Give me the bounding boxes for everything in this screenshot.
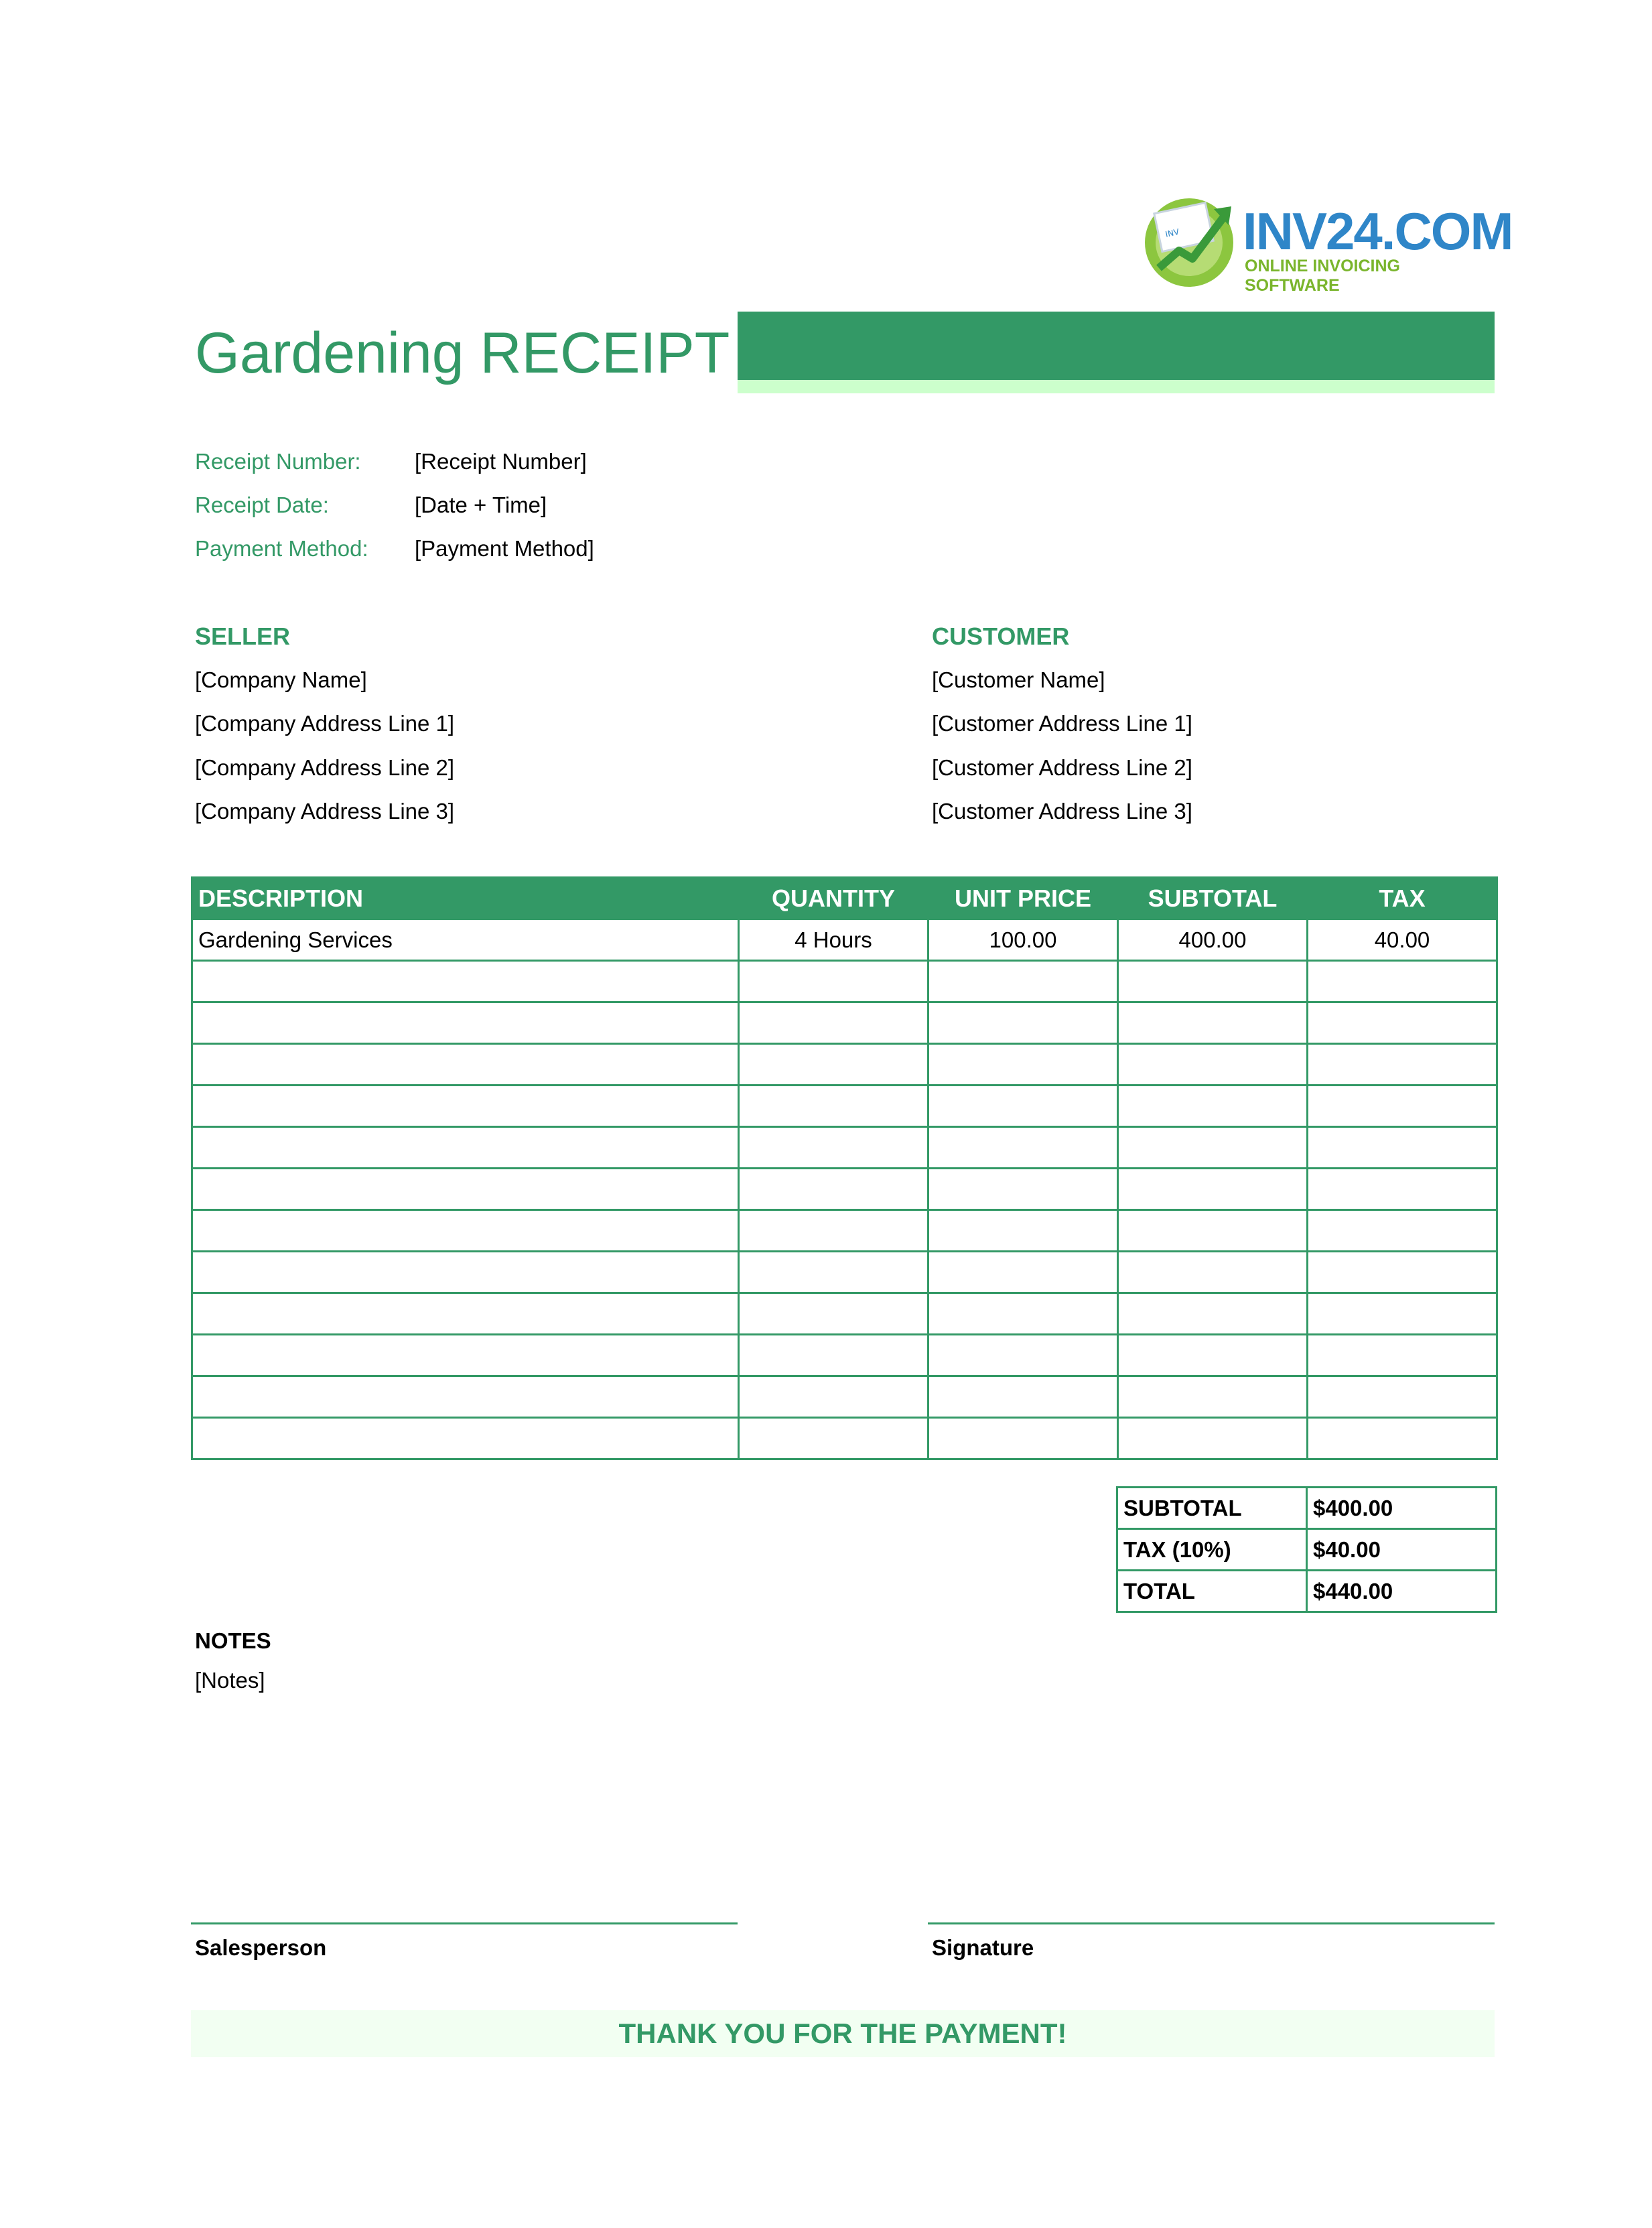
cell-quantity: 4 Hours [739, 919, 928, 961]
table-row [192, 1210, 1497, 1252]
seller-heading: SELLER [195, 622, 291, 650]
cell-description [192, 1169, 739, 1210]
brand-logo [1139, 189, 1513, 295]
column-header-subtotal: SUBTOTAL [1118, 878, 1308, 919]
cell-subtotal [1118, 1044, 1308, 1086]
cell-unit-price [928, 1210, 1118, 1252]
seller-line: [Company Address Line 1] [195, 711, 455, 736]
cell-tax [1308, 1044, 1497, 1086]
cell-unit-price [928, 961, 1118, 1002]
cell-subtotal [1118, 1086, 1308, 1127]
cell-quantity [739, 1127, 928, 1169]
cell-description [192, 1002, 739, 1044]
items-table [191, 876, 1498, 1460]
receipt-number-value: [Receipt Number] [415, 449, 587, 474]
cell-subtotal [1118, 1210, 1308, 1252]
title-band [738, 312, 1495, 380]
cell-subtotal [1118, 1002, 1308, 1044]
cell-description [192, 1127, 739, 1169]
payment-method-label: Payment Method: [195, 536, 368, 561]
cell-subtotal [1118, 961, 1308, 1002]
cell-unit-price [928, 1418, 1118, 1459]
seller-line: [Company Name] [195, 667, 367, 692]
cell-tax [1308, 1376, 1497, 1418]
table-row [192, 1418, 1497, 1459]
table-row [192, 1293, 1497, 1335]
customer-line: [Customer Name] [932, 667, 1105, 692]
total-row [1117, 1571, 1497, 1612]
table-row [192, 961, 1497, 1002]
cell-description [192, 1044, 739, 1086]
salesperson-signature-line [191, 1922, 738, 1924]
cell-quantity [739, 1169, 928, 1210]
subtotal-row [1117, 1488, 1497, 1529]
table-row [192, 1376, 1497, 1418]
table-row [192, 1252, 1497, 1293]
cell-description: Gardening Services [192, 919, 739, 961]
cell-unit-price [928, 1376, 1118, 1418]
cell-unit-price [928, 1127, 1118, 1169]
cell-tax [1308, 1086, 1497, 1127]
total-value: $440.00 [1307, 1571, 1497, 1612]
table-row [192, 1086, 1497, 1127]
table-header-row [192, 878, 1497, 919]
cell-subtotal [1118, 1252, 1308, 1293]
cell-subtotal [1118, 1293, 1308, 1335]
table-row [192, 1044, 1497, 1086]
notes-text: [Notes] [195, 1668, 265, 1693]
customer-line: [Customer Address Line 1] [932, 711, 1192, 736]
totals-table [1116, 1486, 1497, 1613]
cell-tax [1308, 1335, 1497, 1376]
cell-tax [1308, 1210, 1497, 1252]
seller-line: [Company Address Line 2] [195, 755, 455, 780]
column-header-tax: TAX [1308, 878, 1497, 919]
cell-quantity [739, 1086, 928, 1127]
cell-description [192, 1293, 739, 1335]
cell-tax: 40.00 [1308, 919, 1497, 961]
cell-tax [1308, 1127, 1497, 1169]
customer-signature-line [928, 1922, 1495, 1924]
cell-unit-price [928, 1252, 1118, 1293]
table-row [192, 1169, 1497, 1210]
cell-quantity [739, 1044, 928, 1086]
cell-unit-price [928, 1293, 1118, 1335]
cell-quantity [739, 1418, 928, 1459]
svg-text:INV: INV [1164, 226, 1180, 239]
cell-tax [1308, 1169, 1497, 1210]
table-row [192, 919, 1497, 961]
table-row [192, 1002, 1497, 1044]
cell-quantity [739, 961, 928, 1002]
cell-tax [1308, 1002, 1497, 1044]
column-header-unit-price: UNIT PRICE [928, 878, 1118, 919]
cell-quantity [739, 1252, 928, 1293]
column-header-description: DESCRIPTION [192, 878, 739, 919]
subtotal-label: SUBTOTAL [1117, 1488, 1307, 1529]
table-row [192, 1335, 1497, 1376]
tax-label: TAX (10%) [1117, 1529, 1307, 1571]
receipt-date-value: [Date + Time] [415, 493, 547, 517]
page-title: Gardening RECEIPT [195, 321, 730, 385]
signature-label: Signature [932, 1935, 1034, 1960]
cell-description [192, 1210, 739, 1252]
tax-row [1117, 1529, 1497, 1571]
cell-unit-price [928, 1044, 1118, 1086]
logo-tagline: ONLINE INVOICING SOFTWARE [1245, 257, 1400, 295]
cell-tax [1308, 961, 1497, 1002]
salesperson-label: Salesperson [195, 1935, 327, 1960]
tax-value: $40.00 [1307, 1529, 1497, 1571]
cell-subtotal [1118, 1335, 1308, 1376]
payment-method-value: [Payment Method] [415, 536, 594, 561]
cell-subtotal: 400.00 [1118, 919, 1308, 961]
receipt-number-label: Receipt Number: [195, 449, 361, 474]
cell-subtotal [1118, 1376, 1308, 1418]
notes-heading: NOTES [195, 1628, 271, 1653]
cell-unit-price [928, 1086, 1118, 1127]
cell-tax [1308, 1293, 1497, 1335]
cell-unit-price [928, 1002, 1118, 1044]
title-band-accent [738, 380, 1495, 393]
cell-description [192, 961, 739, 1002]
cell-subtotal [1118, 1418, 1308, 1459]
receipt-date-label: Receipt Date: [195, 493, 329, 517]
cell-tax [1308, 1252, 1497, 1293]
column-header-quantity: QUANTITY [739, 878, 928, 919]
cell-description [192, 1335, 739, 1376]
cell-unit-price [928, 1335, 1118, 1376]
cell-unit-price: 100.00 [928, 919, 1118, 961]
cell-quantity [739, 1293, 928, 1335]
cell-unit-price [928, 1169, 1118, 1210]
cell-quantity [739, 1210, 928, 1252]
cell-description [192, 1252, 739, 1293]
customer-line: [Customer Address Line 2] [932, 755, 1192, 780]
logo-graphic-icon [1139, 189, 1239, 289]
customer-line: [Customer Address Line 3] [932, 799, 1192, 824]
subtotal-value: $400.00 [1307, 1488, 1497, 1529]
logo-brand-text: INV24.COM [1243, 202, 1513, 261]
customer-heading: CUSTOMER [932, 622, 1070, 650]
cell-description [192, 1086, 739, 1127]
cell-tax [1308, 1418, 1497, 1459]
cell-subtotal [1118, 1169, 1308, 1210]
total-label: TOTAL [1117, 1571, 1307, 1612]
thank-you-banner: THANK YOU FOR THE PAYMENT! [191, 2010, 1495, 2057]
cell-subtotal [1118, 1127, 1308, 1169]
cell-quantity [739, 1002, 928, 1044]
seller-line: [Company Address Line 3] [195, 799, 455, 824]
cell-description [192, 1418, 739, 1459]
cell-quantity [739, 1376, 928, 1418]
table-row [192, 1127, 1497, 1169]
cell-description [192, 1376, 739, 1418]
cell-quantity [739, 1335, 928, 1376]
